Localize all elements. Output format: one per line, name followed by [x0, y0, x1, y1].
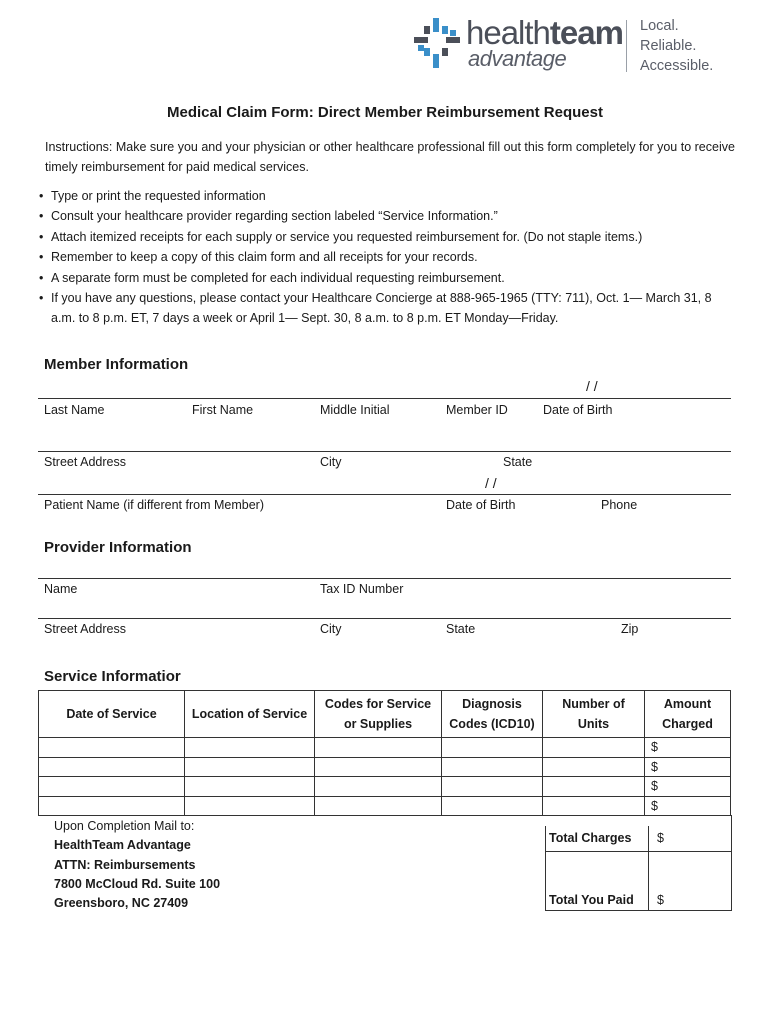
table-cell[interactable] — [442, 738, 543, 758]
phone-label: Phone — [601, 498, 638, 512]
instruction-item: • Type or print the requested information — [38, 186, 718, 206]
totals-right-border — [731, 815, 732, 911]
col-location: Location of Service — [185, 691, 315, 738]
member-row2-line[interactable] — [38, 451, 731, 452]
tagline-line-1: Local. — [640, 18, 679, 34]
table-cell[interactable] — [185, 757, 315, 777]
table-cell[interactable] — [39, 796, 185, 816]
table-cell[interactable] — [39, 777, 185, 797]
city-label: City — [320, 455, 342, 469]
col-units: Number of Units — [543, 691, 645, 738]
date-of-birth-label: Date of Birth — [543, 403, 613, 417]
mail-attn: ATTN: Reimbursements — [54, 857, 196, 872]
table-cell[interactable] — [185, 777, 315, 797]
mail-city: Greensboro, NC 27409 — [54, 896, 189, 911]
service-section-heading: Service Informatior — [44, 668, 181, 685]
amount-cell[interactable]: $ — [645, 757, 731, 777]
member-id-label: Member ID — [446, 403, 508, 417]
instruction-item: • If you have any questions, please contact your Healthcare Concierge at 888-965-1965 (TTY: 711), Oct. 1— March 31, 8 a.m. to 8 p.m. ET, 7 days a week or April 1— Sept. 30, 8 a.m. to 8 p.m. ET Monday—Friday. — [38, 288, 718, 329]
instruction-item: • Attach itemized receipts for each supply or service you requested reimbursement for. (Do not staple items.) — [38, 227, 718, 247]
instruction-item: • Remember to keep a copy of this claim form and all receipts for your records. — [38, 247, 718, 267]
member-row3-line[interactable] — [38, 494, 731, 495]
provider-section-heading: Provider Information — [44, 539, 192, 556]
street-address-label: Street Address — [44, 455, 126, 469]
table-cell[interactable] — [315, 738, 442, 758]
amount-cell[interactable]: $ — [645, 777, 731, 797]
provider-city-label: City — [320, 622, 342, 636]
table-cell[interactable] — [39, 757, 185, 777]
state-label: State — [503, 455, 533, 469]
healthteam-logo-icon — [414, 18, 460, 68]
logo-divider — [626, 20, 627, 72]
mailing-address — [54, 817, 220, 913]
logo-wordmark-bold: team — [549, 14, 623, 51]
patient-name-label: Patient Name (if different from Member) — [44, 498, 264, 512]
provider-zip-label: Zip — [621, 622, 639, 636]
provider-row1-line[interactable] — [38, 578, 731, 579]
tagline-line-3: Accessible. — [640, 58, 714, 74]
last-name-label: Last Name — [44, 403, 105, 417]
totals-bottom-border — [545, 910, 732, 911]
patient-dob-label: Date of Birth — [446, 498, 516, 512]
total-paid-value[interactable]: $ — [657, 893, 664, 907]
table-cell[interactable] — [442, 796, 543, 816]
tagline-line-2: Reliable. — [640, 38, 697, 54]
table-row — [39, 796, 731, 816]
instruction-item: • A separate form must be completed for each individual requesting reimbursement. — [38, 268, 718, 288]
col-date-of-service: Date of Service — [39, 691, 185, 738]
provider-street-label: Street Address — [44, 622, 126, 636]
provider-row2-line[interactable] — [38, 618, 731, 619]
amount-cell[interactable]: $ — [645, 738, 731, 758]
member-dob-slashes: / / — [586, 378, 598, 394]
table-cell[interactable] — [543, 777, 645, 797]
table-cell[interactable] — [185, 738, 315, 758]
table-cell[interactable] — [39, 738, 185, 758]
middle-initial-label: Middle Initial — [320, 403, 390, 417]
total-paid-label: Total You Paid — [549, 893, 634, 907]
table-cell[interactable] — [442, 777, 543, 797]
tagline — [640, 16, 713, 76]
col-codes: Codes for Service or Supplies — [315, 691, 442, 738]
table-cell[interactable] — [543, 796, 645, 816]
logo-wordmark-light: health — [466, 14, 550, 51]
provider-state-label: State — [446, 622, 476, 636]
table-cell[interactable] — [543, 738, 645, 758]
instruction-item: • Consult your healthcare provider regarding section labeled “Service Information.” — [38, 206, 718, 226]
col-diagnosis: Diagnosis Codes (ICD10) — [442, 691, 543, 738]
table-cell[interactable] — [315, 757, 442, 777]
table-cell[interactable] — [543, 757, 645, 777]
totals-mid-border — [648, 826, 649, 911]
table-cell[interactable] — [315, 777, 442, 797]
member-section-heading: Member Information — [44, 356, 189, 373]
table-cell[interactable] — [315, 796, 442, 816]
provider-name-label: Name — [44, 582, 78, 596]
form-title: Medical Claim Form: Direct Member Reimbursement Request — [167, 104, 603, 121]
first-name-label: First Name — [192, 403, 254, 417]
totals-left-border — [545, 826, 546, 911]
service-table-header — [39, 691, 731, 738]
patient-dob-slashes: / / — [485, 475, 497, 491]
table-row — [39, 757, 731, 777]
instructions: Instructions: Make sure you and your physician or other healthcare professional fill out this form completely for you to receive timely reimbursement for paid medical services. — [45, 140, 735, 174]
amount-cell[interactable]: $ — [645, 796, 731, 816]
total-charges-value[interactable]: $ — [657, 831, 664, 845]
instruction-list — [38, 186, 718, 329]
member-row1-line[interactable] — [38, 398, 731, 399]
table-cell[interactable] — [185, 796, 315, 816]
service-table — [38, 690, 731, 816]
tax-id-label: Tax ID Number — [320, 582, 404, 596]
table-row — [39, 777, 731, 797]
mail-intro: Upon Completion Mail to: — [54, 819, 195, 833]
mail-street: 7800 McCloud Rd. Suite 100 — [54, 876, 221, 891]
col-amount: Amount Charged — [645, 691, 731, 738]
table-row — [39, 738, 731, 758]
totals-divider — [545, 851, 732, 852]
logo-subtitle: advantage — [468, 46, 567, 71]
total-charges-label: Total Charges — [549, 831, 632, 845]
table-cell[interactable] — [442, 757, 543, 777]
mail-org: HealthTeam Advantage — [54, 838, 191, 853]
